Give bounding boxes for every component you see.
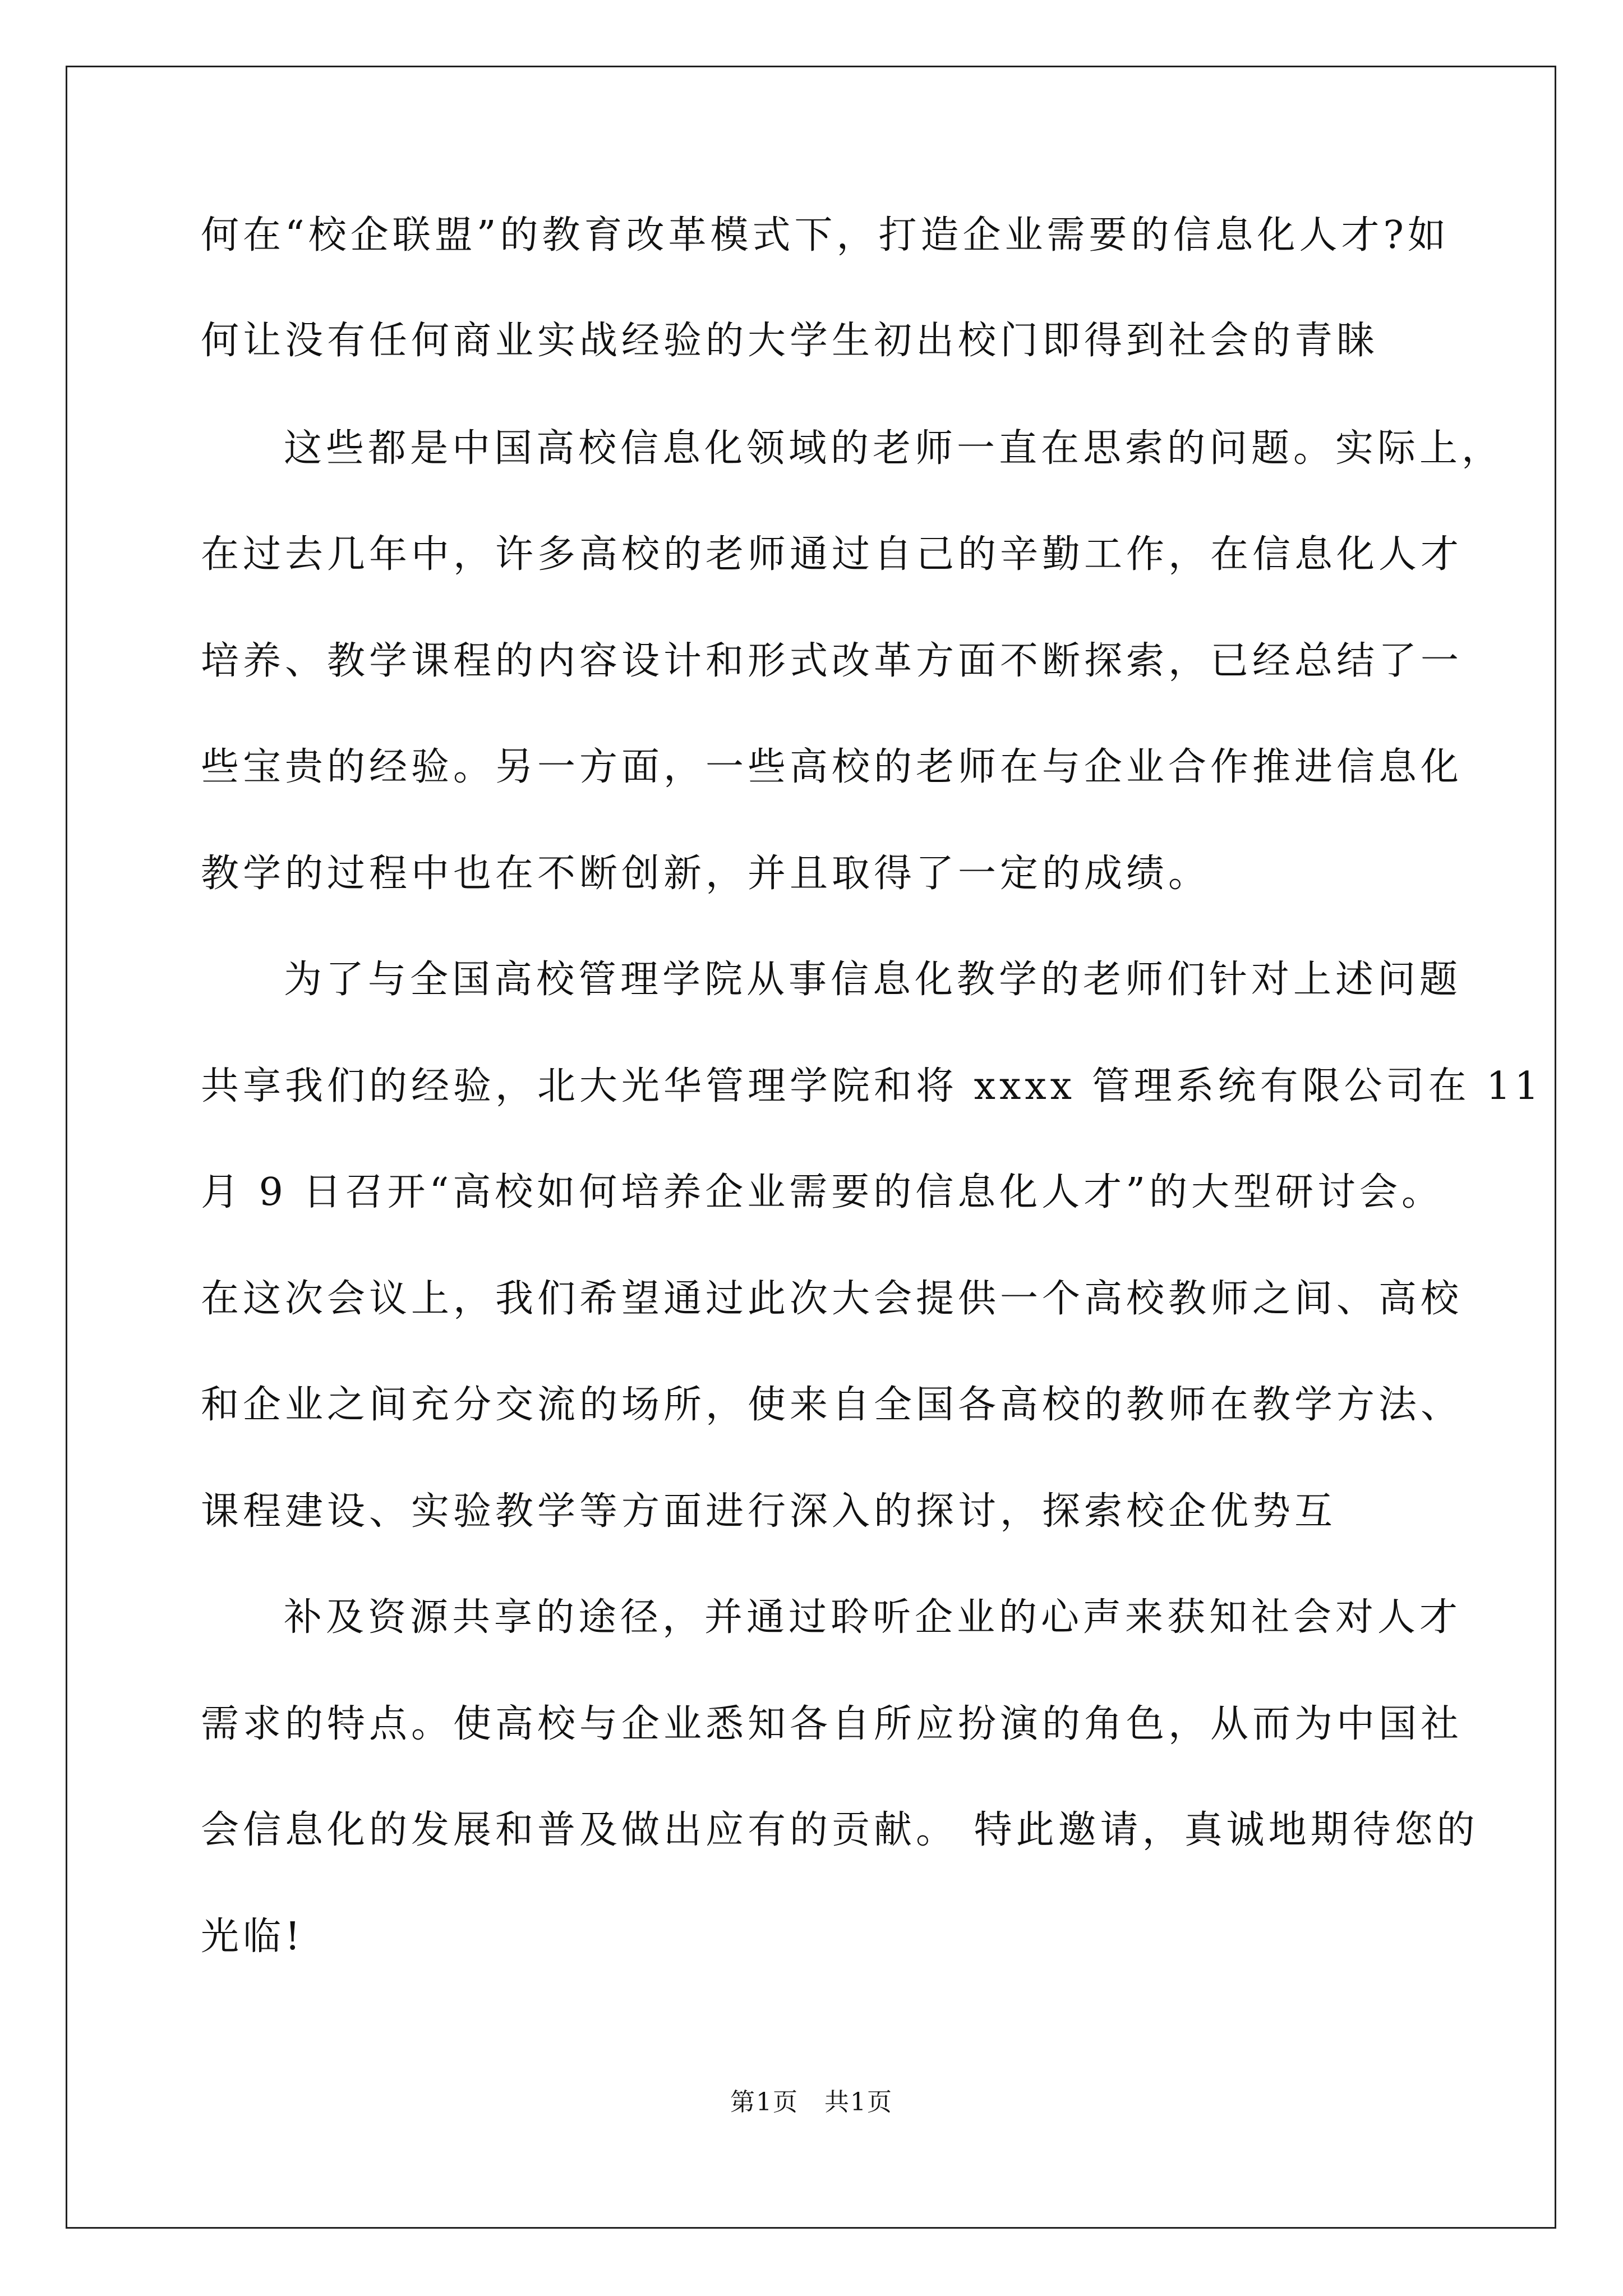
paragraph-3-line-6: 课程建设、实验教学等方面进行深入的探讨，探索校企优势互: [201, 1489, 1337, 1534]
paragraph-3-line-2: 共享我们的经验，北大光华管理学院和将 xxxx 管理系统有限公司在 11: [201, 1064, 1543, 1108]
paragraph-3-line-1: 为了与全国高校管理学院从事信息化教学的老师们针对上述问题: [284, 958, 1462, 1002]
paragraph-2-line-2: 在过去几年中，许多高校的老师通过自己的辛勤工作，在信息化人才: [201, 532, 1463, 577]
paragraph-4-line-1: 补及资源共享的途径，并通过聆听企业的心声来获知社会对人才: [284, 1595, 1462, 1640]
paragraph-3-line-5: 和企业之间充分交流的场所，使来自全国各高校的教师在教学方法、: [201, 1383, 1463, 1427]
paragraph-4-line-2: 需求的特点。使高校与企业悉知各自所应扮演的角色，从而为中国社: [201, 1702, 1463, 1746]
paragraph-2-line-4: 些宝贵的经验。另一方面，一些高校的老师在与企业合作推进信息化: [201, 745, 1463, 789]
paragraph-1-line-1: 何在“校企联盟”的教育改革模式下，打造企业需要的信息化人才?如: [201, 213, 1450, 257]
paragraph-2-line-5: 教学的过程中也在不断创新，并且取得了一定的成绩。: [201, 852, 1211, 896]
paragraph-2-line-3: 培养、教学课程的内容设计和形式改革方面不断探索，已经总结了一: [201, 639, 1463, 683]
paragraph-3-line-3: 月 9 日召开“高校如何培养企业需要的信息化人才”的大型研讨会。: [201, 1170, 1444, 1214]
page-number-footer: 第1页 共1页: [730, 2088, 893, 2116]
paragraph-4-line-4: 光临!: [201, 1915, 305, 1959]
paragraph-1-line-2: 何让没有任何商业实战经验的大学生初出校门即得到社会的青睐: [201, 319, 1379, 363]
paragraph-3-line-4: 在这次会议上，我们希望通过此次大会提供一个高校教师之间、高校: [201, 1277, 1463, 1321]
paragraph-2-line-1: 这些都是中国高校信息化领域的老师一直在思索的问题。实际上，: [284, 426, 1504, 471]
paragraph-4-line-3: 会信息化的发展和普及做出应有的贡献。 特此邀请，真诚地期待您的: [201, 1808, 1479, 1852]
page-border: [66, 66, 1556, 2229]
